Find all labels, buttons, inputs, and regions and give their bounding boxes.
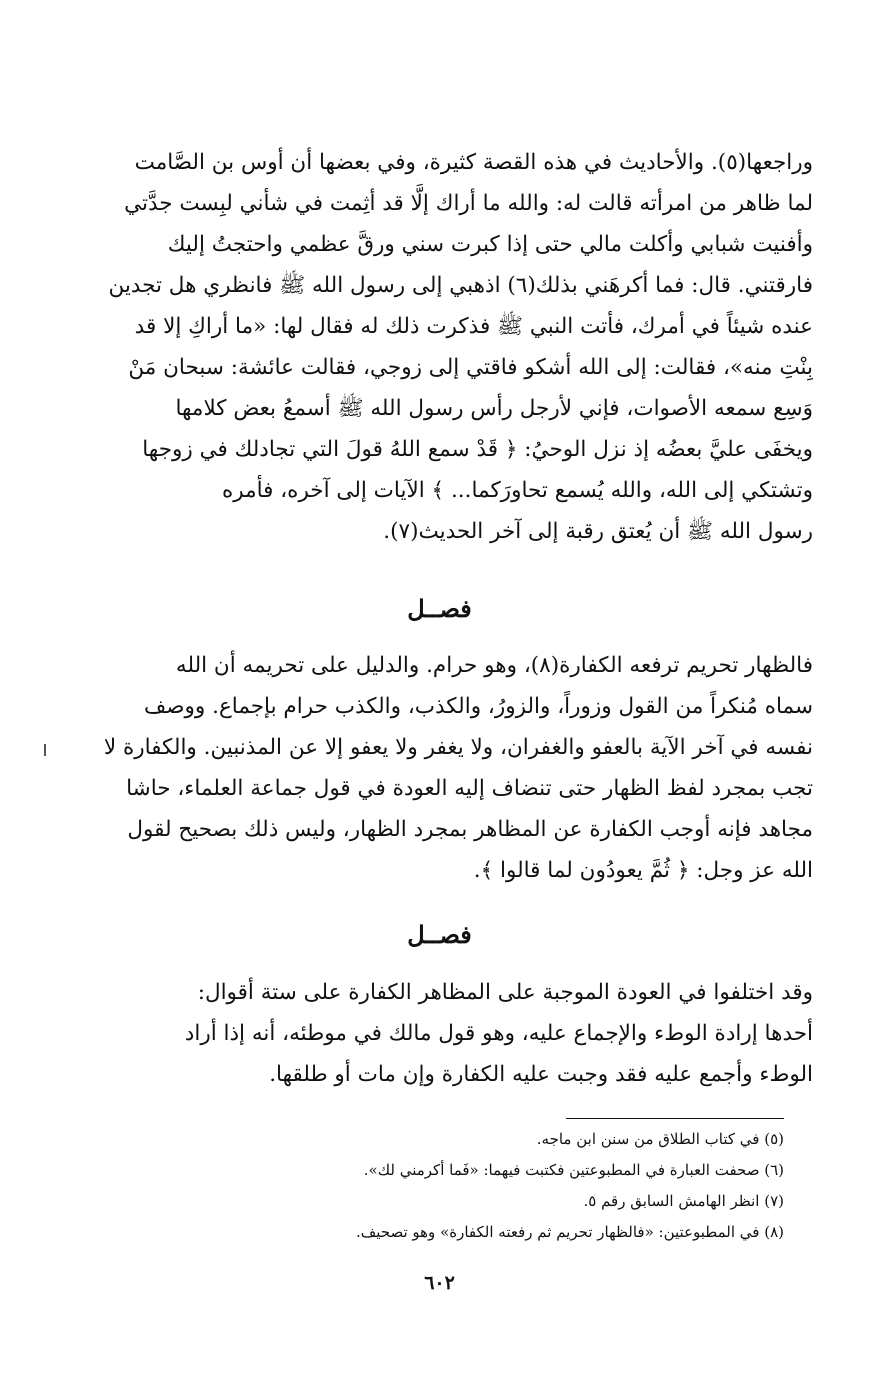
text-line: بِنْتِ منه»، فقالت: إلى الله أشكو فاقتي إلى زوجي، فقالت عائشة: سبحان مَنْ <box>128 355 813 380</box>
page-number: ٦٠٢ <box>424 1272 455 1294</box>
text-line: مجاهد فإنه أوجب الكفارة عن المظاهر بمجرد الظهار، وليس ذلك بصحيح لقول <box>127 817 813 842</box>
text-line: فالظهار تحريم ترفعه الكفارة(٨)، وهو حرام. والدليل على تحريمه أن الله <box>175 653 813 678</box>
footnote: (٥) في كتاب الطلاق من سنن ابن ماجه. <box>536 1130 784 1148</box>
page-edge-mark <box>44 744 46 756</box>
paragraph-opinions <box>73 972 813 1095</box>
footnote: (٧) انظر الهامش السابق رقم ٥. <box>583 1192 784 1210</box>
footnote: (٨) في المطبوعتين: «فالظهار تحريم ثم رفعته الكفارة» وهو تصحيف. <box>355 1223 784 1241</box>
text-line: رسول الله ﷺ أن يُعتق رقبة إلى آخر الحديث(٧). <box>383 519 813 544</box>
section-heading: فصــل <box>407 920 472 949</box>
text-line: أحدها إرادة الوطء والإجماع عليه، وهو قول مالك في موطئه، أنه إذا أراد <box>184 1021 813 1046</box>
text-line: الوطء وأجمع عليه فقد وجبت عليه الكفارة وإن مات أو طلقها. <box>269 1062 813 1087</box>
footnotes <box>84 1124 784 1248</box>
text-line: الله عز وجل: ﴿ ثُمَّ يعودُون لما قالوا ﴾. <box>473 858 813 883</box>
paragraph-hadith <box>73 142 813 552</box>
paragraph-zihar-ruling <box>73 645 813 891</box>
text-line: وَسِع سمعه الأصوات، فإني لأرجل رأس رسول الله ﷺ أسمعُ بعض كلامها <box>175 396 813 421</box>
text-line: لما ظاهر من امرأته قالت له: والله ما أراك إلَّا قد أثِمت في شأني لبِست جدَّتي <box>124 191 813 216</box>
text-line: ويخفَى عليَّ بعضُه إذ نزل الوحيُ: ﴿ قَدْ سمع اللهُ قولَ التي تجادلك في زوجها <box>142 437 813 462</box>
footnote-separator <box>566 1118 784 1119</box>
text-line: وتشتكي إلى الله، والله يُسمع تحاورَكما... ﴾ الآيات إلى آخره، فأمره <box>221 478 813 503</box>
text-line: نفسه في آخر الآية بالعفو والغفران، ولا يغفر ولا يعفو إلا عن المذنبين. والكفارة لا <box>103 735 813 760</box>
text-line: فارقتني. قال: فما أكرهَني بذلك(٦) اذهبي إلى رسول الله ﷺ فانظري هل تجدين <box>108 273 813 298</box>
footnote: (٦) صحفت العبارة في المطبوعتين فكتبت فيهما: «فَما أكرمني لك». <box>363 1161 784 1179</box>
text-line: وراجعها(٥). والأحاديث في هذه القصة كثيرة، وفي بعضها أن أوس بن الصَّامت <box>134 150 813 175</box>
text-line: وأفنيت شبابي وأكلت مالي حتى إذا كبرت سني ورقَّ عظمي واحتجتُ إليك <box>167 232 813 257</box>
text-line: سماه مُنكراً من القول وزوراً، والزورُ، والكذب، والكذب حرام بإجماع. ووصف <box>144 694 813 719</box>
section-heading: فصــل <box>407 594 472 623</box>
text-line: عنده شيئاً في أمرك، فأتت النبي ﷺ فذكرت ذلك له فقال لها: «ما أراكِ إلا قد <box>134 314 813 339</box>
text-line: وقد اختلفوا في العودة الموجبة على المظاهر الكفارة على ستة أقوال: <box>197 980 813 1005</box>
text-line: تجب بمجرد لفظ الظهار حتى تنضاف إليه العودة في قول جماعة العلماء، حاشا <box>126 776 813 801</box>
